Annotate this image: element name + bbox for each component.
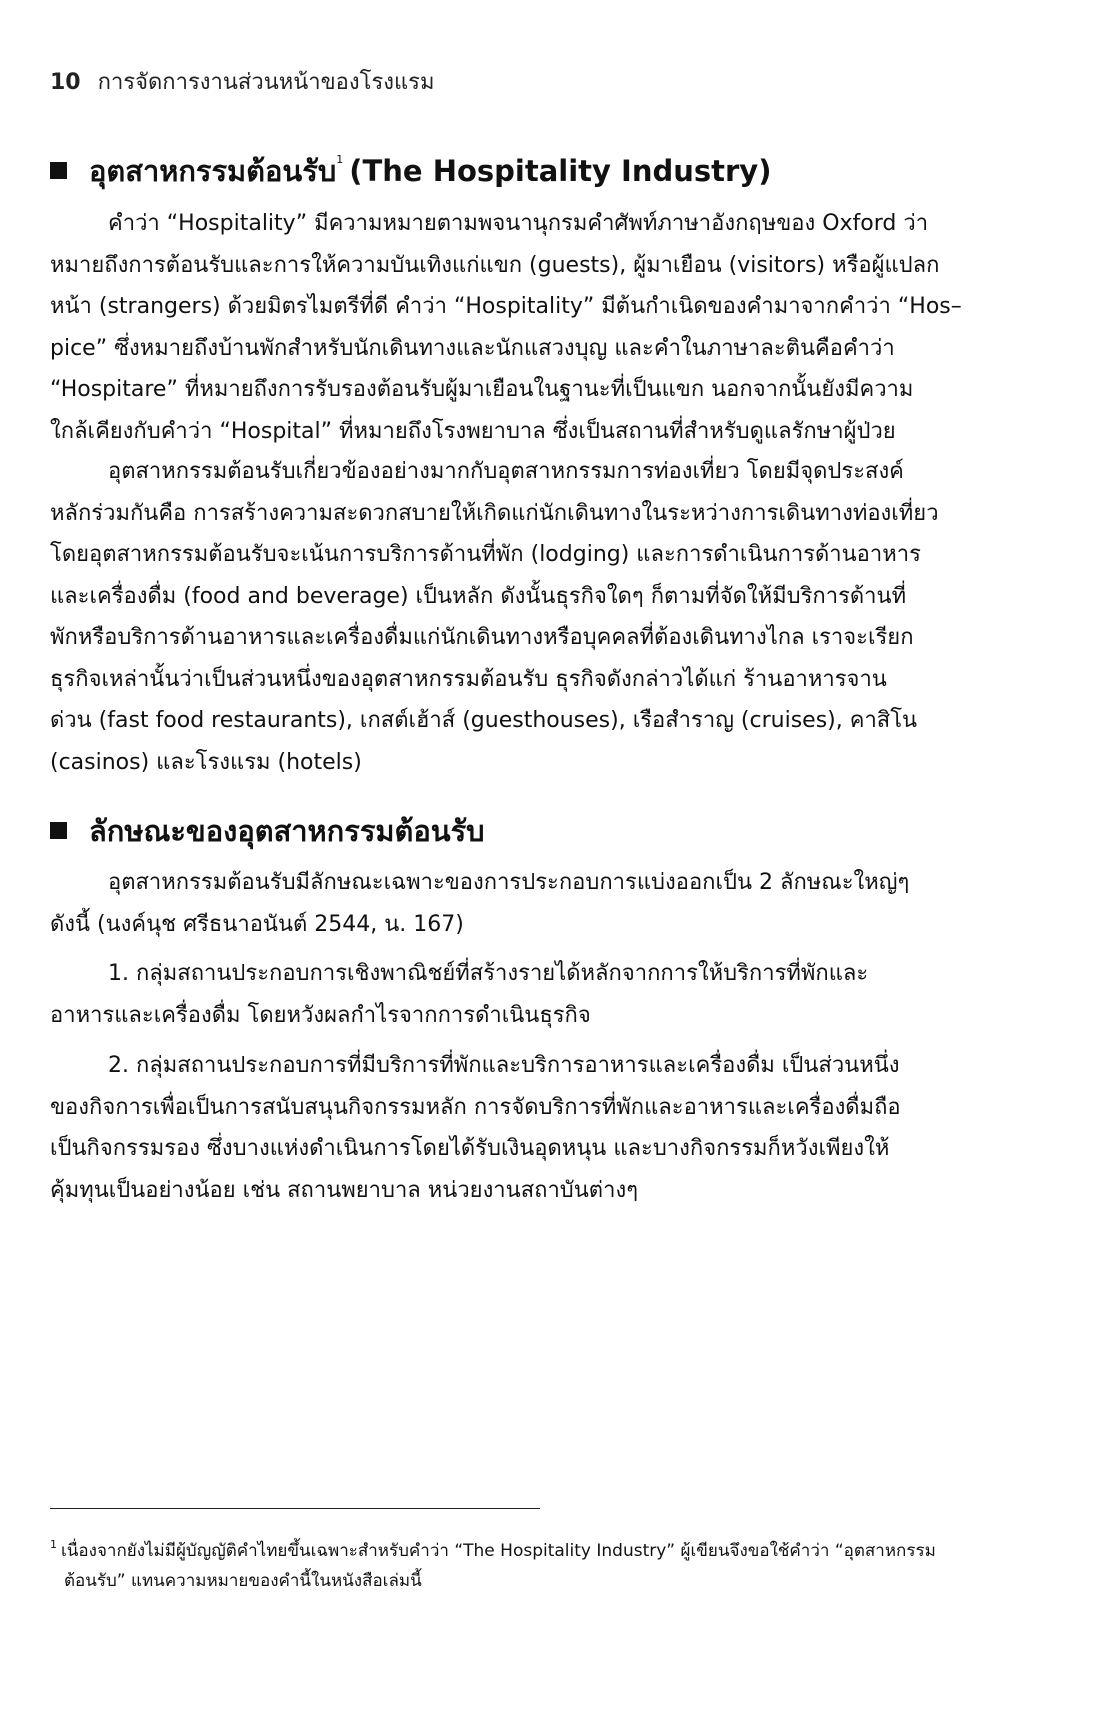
footnote-line [50,1530,1022,1566]
text-line: 1. กลุ่มสถานประกอบการเชิงพาณิชย์ที่สร้างรายได้หลักจากการให้บริการที่พักและ [108,961,869,986]
text-line: คำว่า “Hospitality” มีความหมายตามพจนานุกรมคำศัพท์ภาษาอังกฤษของ Oxford ว่า [108,211,929,236]
text-line: เป็นกิจกรรมรอง ซึ่งบางแห่งดำเนินการโดยได้รับเงินอุดหนุน และบางกิจกรรมก็หวังเพียงให้ [50,1136,890,1161]
paragraph-characteristics-intro [50,862,1022,945]
text-line: หลักร่วมกันคือ การสร้างความสะดวกสบายให้เกิดแก่นักเดินทางในระหว่างการเดินทางท่องเที่ยว [50,500,939,526]
paragraph-hospitality-tourism [50,451,1022,783]
text-line: ใกล้เคียงกับคำว่า “Hospital” ที่หมายถึงโรงพยาบาล ซึ่งเป็นสถานที่สำหรับดูแลรักษาผู้ป่วย [50,418,896,444]
page-number: 10 [50,70,81,95]
section-title: ลักษณะของอุตสาหกรรมต้อนรับ [89,814,485,848]
text-line: ดังนี้ (นงค์นุช ศรีธนาอนันต์ 2544, น. 167) [50,911,464,937]
text-line: หมายถึงการต้อนรับและการให้ความบันเทิงแก่แขก (guests), ผู้มาเยือน (visitors) หรือผู้แปลก [50,252,940,278]
footnote [50,1530,1022,1596]
section-heading-hospitality [50,148,771,194]
footnote-text: เนื่องจากยังไม่มีผู้บัญญัติคำไทยขึ้นเฉพาะสำหรับคำว่า “The Hospitality Industry” ผู้เขียนจึงขอใช้คำว่า “อุตสาหกรรม [61,1541,936,1561]
book-title: การจัดการงานส่วนหน้าของโรงแรม [97,70,435,95]
running-header [50,64,435,99]
text-line: อุตสาหกรรมต้อนรับเกี่ยวข้องอย่างมากกับอุตสาหกรรมการท่องเที่ยว โดยมีจุดประสงค์ [108,459,904,484]
list-item-commercial [50,953,1022,1036]
text-line: pice” ซึ่งหมายถึงบ้านพักสำหรับนักเดินทางและนักแสวงบุญ และคำในภาษาละตินคือคำว่า [50,335,895,361]
text-line: โดยอุตสาหกรรมต้อนรับจะเน้นการบริการด้านที่พัก (lodging) และการดำเนินการด้านอาหาร [50,542,921,567]
text-line: 2. กลุ่มสถานประกอบการที่มีบริการที่พักและบริการอาหารและเครื่องดื่ม เป็นส่วนหนึ่ง [108,1053,900,1078]
text-line: ด่วน (fast food restaurants), เกสต์เฮ้าส์ (guesthouses), เรือสำราญ (cruises), คาสิโน [50,708,918,733]
paragraph-hospitality-definition [50,203,1022,452]
list-item-supporting [50,1045,1022,1211]
section-title: อุตสาหกรรมต้อนรับ [89,154,337,188]
section-title-english: (The Hospitality Industry) [349,154,772,188]
section-heading-characteristics [50,808,485,854]
text-line: “Hospitare” ที่หมายถึงการรับรองต้อนรับผู้มาเยือนในฐานะที่เป็นแขก นอกจากนั้นยังมีความ [50,377,914,402]
footnote-marker: 1 [50,1538,57,1551]
footnote-reference[interactable]: 1 [336,153,344,166]
text-line: คุ้มทุนเป็นอย่างน้อย เช่น สถานพยาบาล หน่วยงานสถาบันต่างๆ [50,1177,639,1203]
text-line: อาหารและเครื่องดื่ม โดยหวังผลกำไรจากการดำเนินธุรกิจ [50,1002,591,1028]
footnote-divider [50,1508,540,1509]
footnote-line: ต้อนรับ” แทนความหมายของคำนี้ในหนังสือเล่มนี้ [64,1571,422,1591]
text-line: และเครื่องดื่ม (food and beverage) เป็นหลัก ดังนั้นธุรกิจใดๆ ก็ตามที่จัดให้มีบริการด้านที่ [50,583,907,609]
text-line: (casinos) และโรงแรม (hotels) [50,749,362,775]
text-line: พักหรือบริการด้านอาหารและเครื่องดื่มแก่นักเดินทางหรือบุคคลที่ต้องเดินทางไกล เราจะเรียก [50,625,914,650]
square-bullet-icon [50,162,67,179]
text-line: หน้า (strangers) ด้วยมิตรไมตรีที่ดี คำว่า “Hospitality” มีต้นกำเนิดของคำมาจากคำว่า “Hos– [50,294,962,319]
text-line: อุตสาหกรรมต้อนรับมีลักษณะเฉพาะของการประกอบการแบ่งออกเป็น 2 ลักษณะใหญ่ๆ [108,870,910,895]
text-line: ธุรกิจเหล่านั้นว่าเป็นส่วนหนึ่งของอุตสาหกรรมต้อนรับ ธุรกิจดังกล่าวได้แก่ ร้านอาหารจาน [50,666,887,692]
square-bullet-icon [50,822,67,839]
text-line: ของกิจการเพื่อเป็นการสนับสนุนกิจกรรมหลัก การจัดบริการที่พักและอาหารและเครื่องดื่มถือ [50,1094,901,1120]
